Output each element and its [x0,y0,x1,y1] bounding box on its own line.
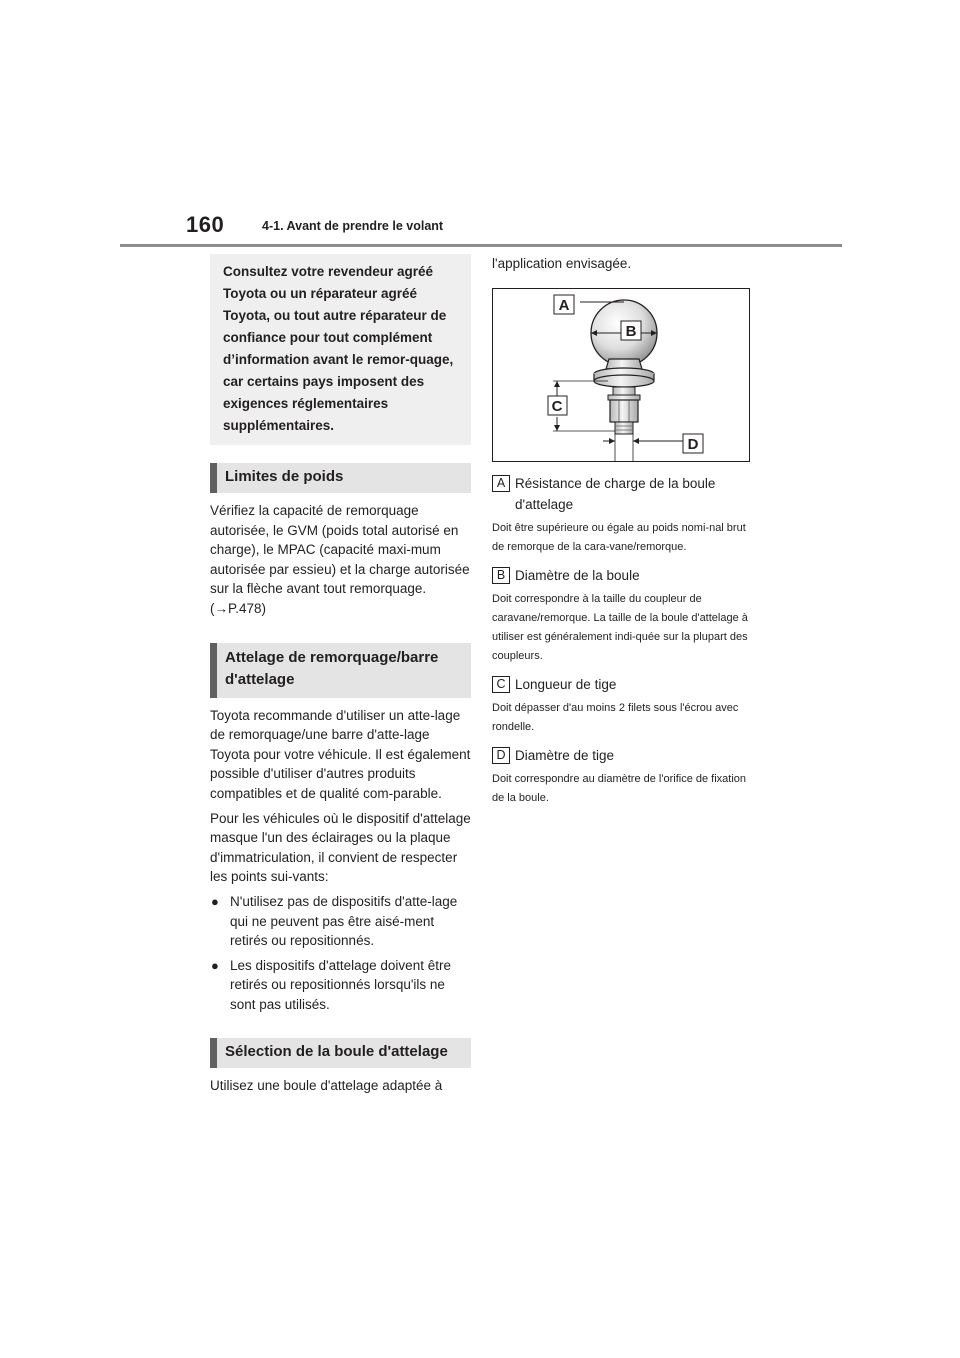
continuation-text: l'application envisagée. [492,256,632,271]
notice-box: Consultez votre revendeur agréé Toyota ou un réparateur agréé Toyota, ou tout autre réparateur de confiance pour tout complément d’information avant le remor-quage, car certains pays imposent des exigences réglementaires supplémentaires. [210,254,471,445]
item-title: Résistance de charge de la boule d'attelage [515,475,716,512]
bullet-text: Les dispositifs d'attelage doivent être retirés ou repositionnés lorsqu'ils ne sont pas utilisés. [230,957,451,1012]
bullet-text: N'utilisez pas de dispositifs d'atte-lage qui ne peuvent pas être aisé-ment retirés ou repositionnés. [230,893,458,949]
legend-item-d [492,745,756,808]
ball-selection-text: Utilisez une boule d'attelage adaptée à [210,1078,443,1094]
list-item [210,892,471,951]
heading-hitch-line1: Attelage de remorquage/barre [225,648,439,666]
bullet-icon: ● [211,893,219,909]
letter-badge: D [492,747,510,764]
bullet-icon: ● [211,957,219,973]
hitch-text-1: Toyota recommande d'utiliser un atte-lage de remorquage/une barre d'atte-lage Toyota pour votre véhicule. Il est également possible d'utiliser d'autres produits compatibles et de qualité com-parable. [210,707,471,801]
label-b: B [625,322,637,340]
heading-ball-selection: Sélection de la boule d'attelage [210,1038,471,1068]
list-item [210,956,471,1015]
legend-item-c [492,674,756,737]
page-number: 160 [186,212,225,237]
legend-item-b [492,565,756,666]
section-title: 4-1. Avant de prendre le volant [262,219,444,233]
item-description: Doit correspondre à la taille du coupleur de caravane/remorque. La taille de la boule d'attelage à utiliser est généralement indi-quée sur la plupart des coupleurs. [492,592,748,662]
heading-hitch [210,643,471,698]
tow-ball-illustration [493,289,749,461]
item-description: Doit correspondre au diamètre de l'orifice de fixation de la boule. [492,772,747,804]
item-description: Doit être supérieure ou égale au poids nomi-nal brut de remorque de la cara-vane/remorque. [492,521,746,553]
letter-badge: C [492,676,510,693]
tow-ball-figure [492,288,750,462]
item-title: Diamètre de la boule [515,567,640,583]
letter-badge: A [492,475,510,492]
header-divider [120,244,842,247]
heading-hitch-line2: d'attelage [225,670,295,688]
label-c: C [551,397,563,415]
letter-badge: B [492,567,510,584]
left-column [210,254,471,1096]
item-title: Diamètre de tige [515,747,615,763]
label-d: D [687,435,699,453]
heading-weight-limits: Limites de poids [210,463,471,493]
bullet-list [210,892,471,1015]
legend-item-a [492,473,756,557]
right-column [492,254,756,808]
item-title: Longueur de tige [515,676,617,692]
item-description: Doit dépasser d'au moins 2 filets sous l'écrou avec rondelle. [492,701,739,733]
hitch-text-2: Pour les véhicules où le dispositif d'attelage masque l'un des éclairages ou la plaque d'immatriculation, il convient de respecter les points sui-vants: [210,810,471,885]
weight-limits-text: Vérifiez la capacité de remorquage autorisée, le GVM (poids total autorisé en charge), le MPAC (capacité maxi-mum autorisée par essieu) et la charge autorisée sur la flèche avant tout remorquage. (→P.478) [210,503,470,616]
label-a: A [558,296,570,314]
